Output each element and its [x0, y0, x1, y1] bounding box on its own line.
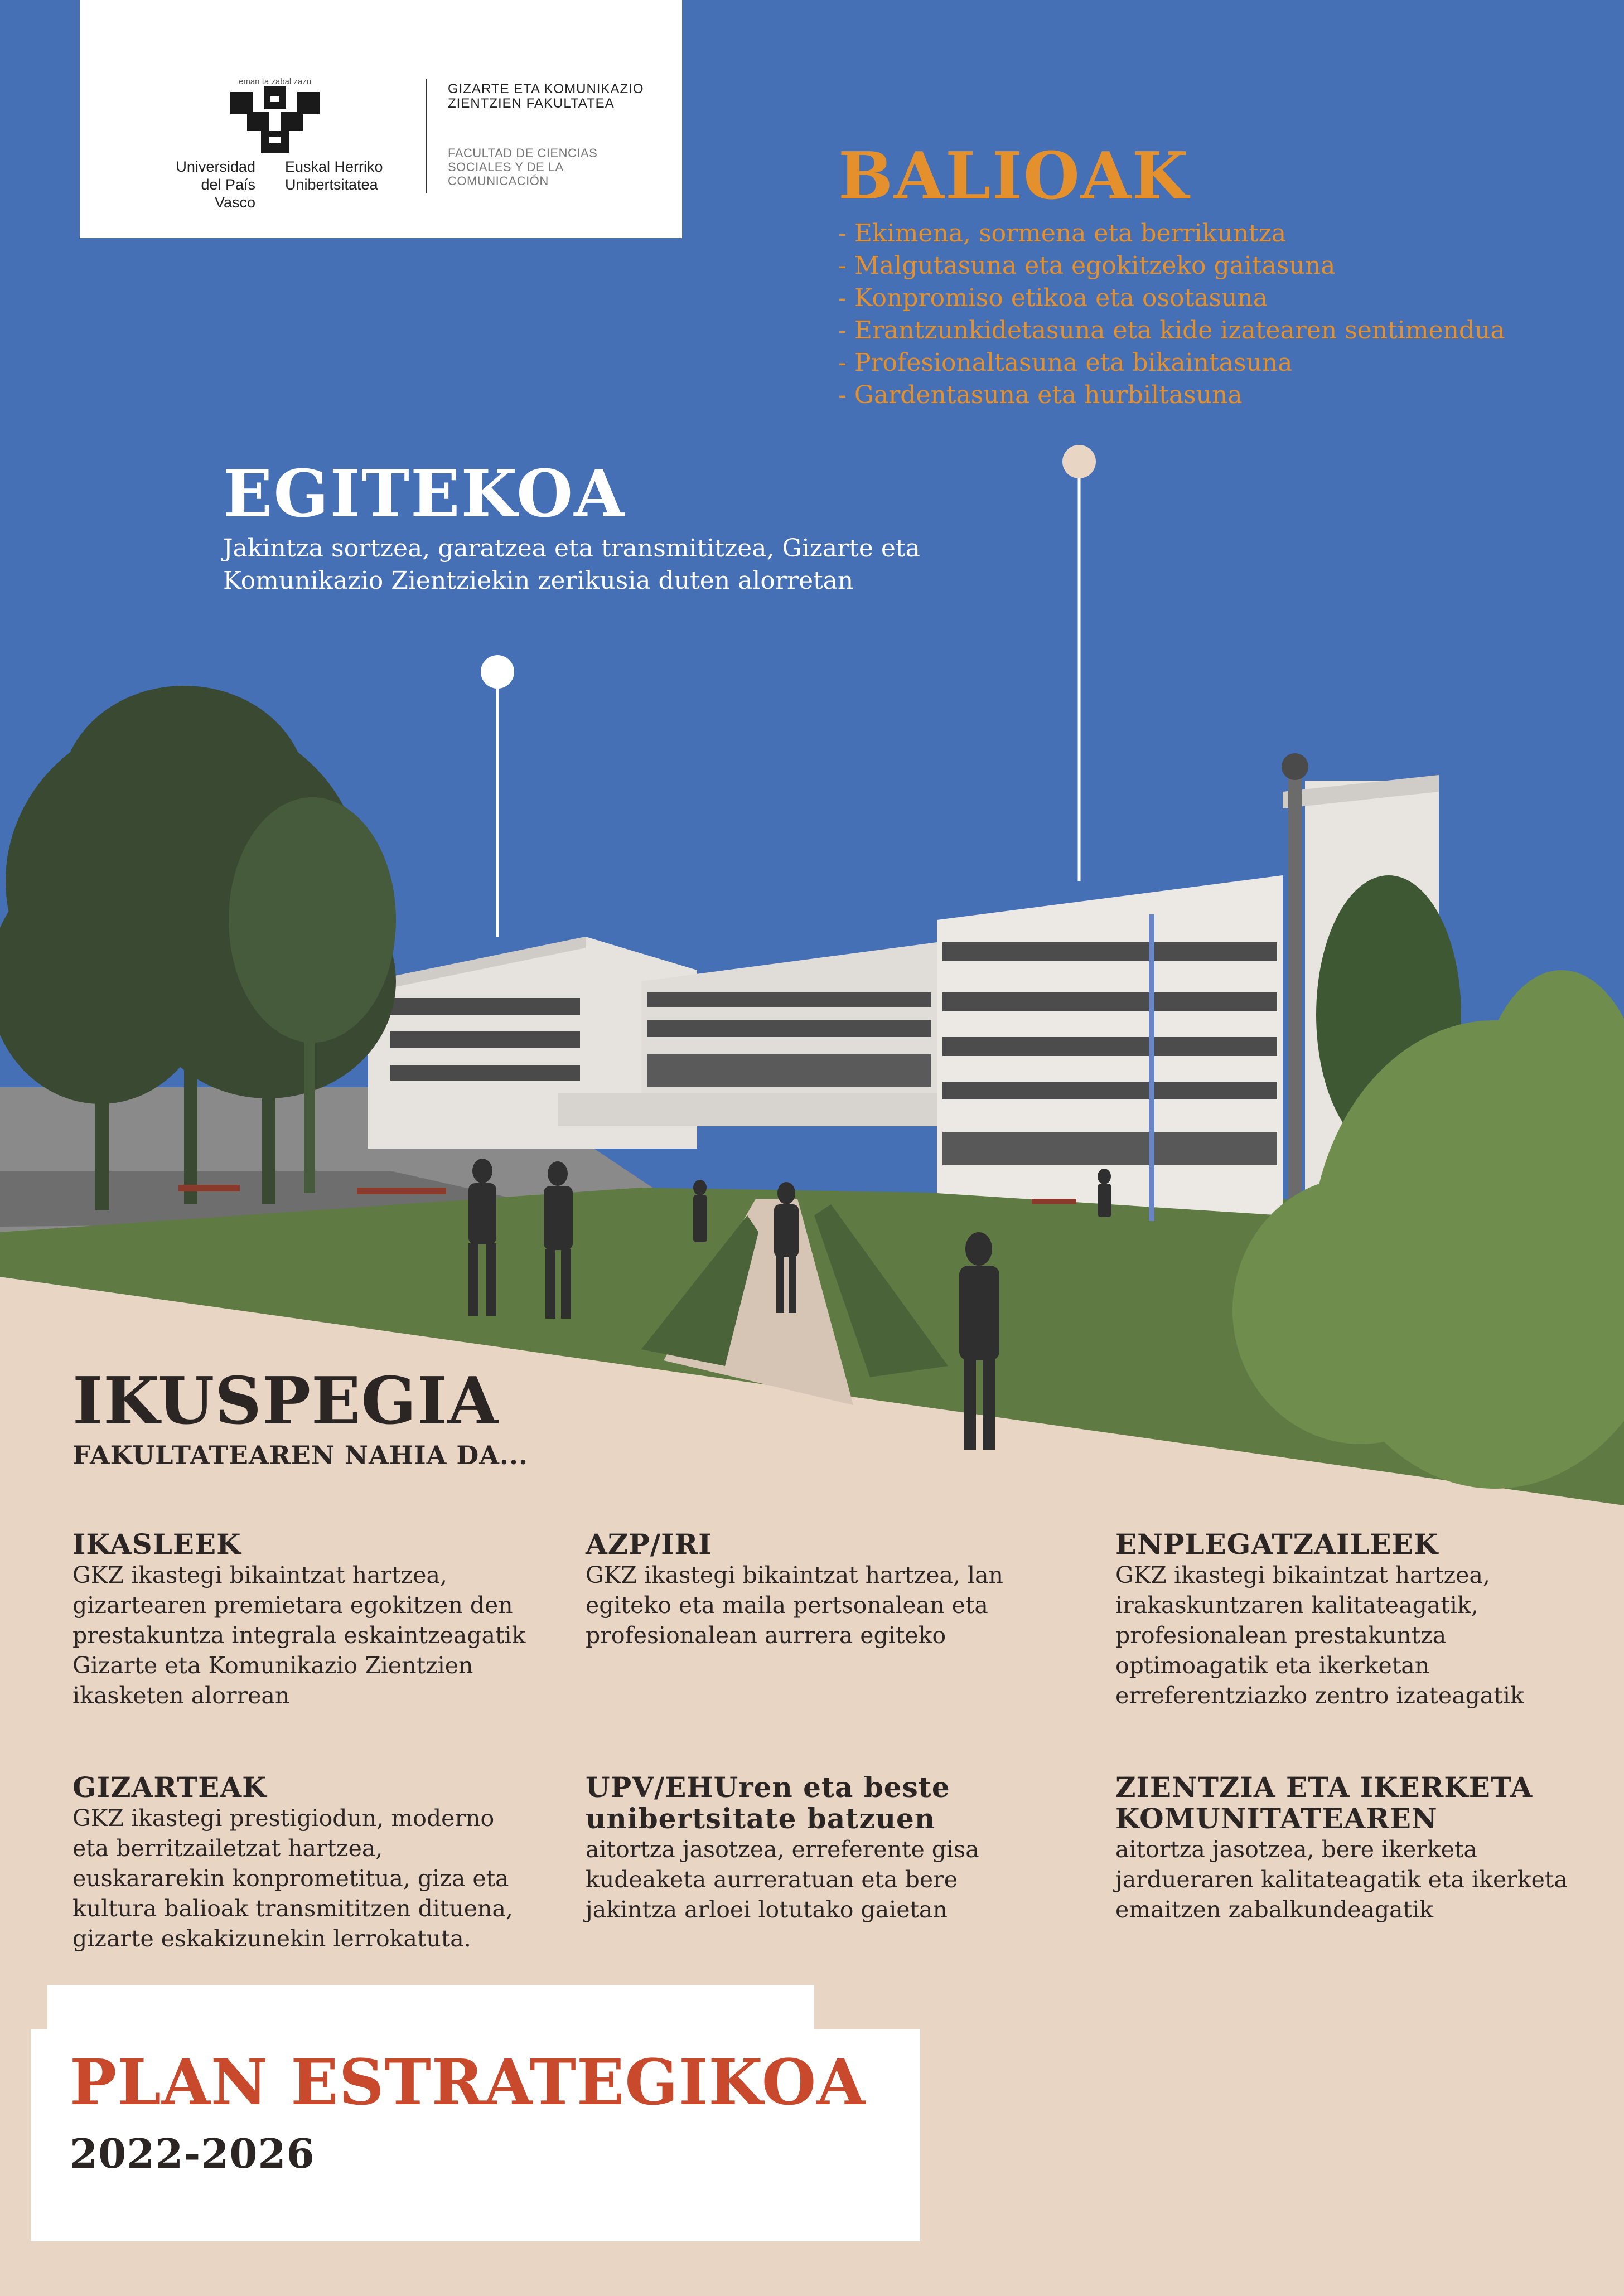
- balioak-item: - Ekimena, sormena eta berrikuntza: [838, 219, 1287, 248]
- egitekoa-title: EGITEKOA: [223, 456, 626, 532]
- vision-block-upv-ehu: [586, 1772, 1048, 1925]
- vision-block-zientzia: [1115, 1772, 1578, 1925]
- vision-text: GKZ ikastegi bikaintzat hartzea, gizartearen premietara egokitzen den prestakuntza integrala eskaintzeagatik Gizarte eta Komunikazio Zientzien ikasketen alorrean: [72, 1562, 526, 1709]
- balioak-item: - Erantzunkidetasuna eta kide izatearen sentimendua: [838, 316, 1505, 345]
- vision-block-ikasleek: [72, 1529, 535, 1711]
- vision-heading: ZIENTZIA ETA IKERKETA KOMUNITATEAREN: [1115, 1771, 1533, 1835]
- vision-block-gizarteak: [72, 1772, 535, 1954]
- vision-block-enplegatzaileek: [1115, 1529, 1578, 1711]
- balioak-item: - Konpromiso etikoa eta osotasuna: [838, 284, 1268, 312]
- logo-motto: eman ta zabal zazu: [239, 77, 312, 86]
- balioak-item: - Gardentasuna eta hurbiltasuna: [838, 381, 1243, 409]
- faculty-name-eu: GIZARTE ETA KOMUNIKAZIO ZIENTZIEN FAKULTATEA: [448, 81, 644, 111]
- balioak-item: - Profesionaltasuna eta bikaintasuna: [838, 348, 1293, 377]
- ikuspegia-title: IKUSPEGIA: [72, 1363, 499, 1439]
- egitekoa-text: Jakintza sortzea, garatzea eta transmititzea, Gizarte eta Komunikazio Zientziekin zerikusia duten alorretan: [223, 534, 920, 595]
- university-name-es: Universidad del País Vasco: [176, 158, 255, 211]
- vision-text: GKZ ikastegi prestigiodun, moderno eta berritzailetzat hartzea, euskararekin konprometitua, giza eta kultura balioak transmititzen dituena, gizarte eskakizunekin lerrokatuta.: [72, 1805, 513, 1952]
- balioak-title: BALIOAK: [838, 138, 1190, 214]
- plan-title: PLAN ESTRATEGIKOA: [70, 2046, 866, 2119]
- pin-egitekoa: [481, 655, 514, 689]
- pin-balioak: [1062, 445, 1096, 478]
- lamp-post: [1288, 769, 1302, 1227]
- vision-text: aitortza jasotzea, erreferente gisa kudeaketa aurreratuan eta bere jakintza arloei lotutako gaietan: [586, 1836, 979, 1923]
- balioak-list: [838, 217, 1505, 411]
- ikuspegia-subtitle: FAKULTATEAREN NAHIA DA...: [72, 1440, 528, 1470]
- balioak-item: - Malgutasuna eta egokitzeko gaitasuna: [838, 251, 1336, 280]
- vision-block-azp-iri: [586, 1529, 1048, 1650]
- vision-text: GKZ ikastegi bikaintzat hartzea, irakaskuntzaren kalitateagatik, profesionalean prestakuntza optimoagatik eta ikerketan erreferentziazko zentro izateagatik: [1115, 1562, 1524, 1709]
- logo-panel: [80, 0, 682, 238]
- upv-ehu-logo-icon: [230, 86, 320, 153]
- logo-divider: [426, 79, 427, 193]
- vision-heading: GIZARTEAK: [72, 1771, 267, 1804]
- vision-text: GKZ ikastegi bikaintzat hartzea, lan egiteko eta maila pertsonalean eta profesionalean aurrera egiteko: [586, 1562, 1003, 1649]
- vision-heading: ENPLEGATZAILEEK: [1115, 1528, 1439, 1561]
- vision-text: aitortza jasotzea, bere ikerketa jardueraren kalitateagatik eta ikerketa emaitzen zabalkundeagatik: [1115, 1836, 1568, 1923]
- faculty-name-es: FACULTAD DE CIENCIAS SOCIALES Y DE LA COMUNICACIÓN: [448, 146, 598, 188]
- vision-heading: AZP/IRI: [586, 1528, 712, 1561]
- vision-heading: IKASLEEK: [72, 1528, 241, 1561]
- plan-years: 2022-2026: [70, 2130, 315, 2177]
- vision-heading: UPV/EHUren eta beste unibertsitate batzuen: [586, 1771, 950, 1835]
- university-name-eu: Euskal Herriko Unibertsitatea: [285, 158, 383, 193]
